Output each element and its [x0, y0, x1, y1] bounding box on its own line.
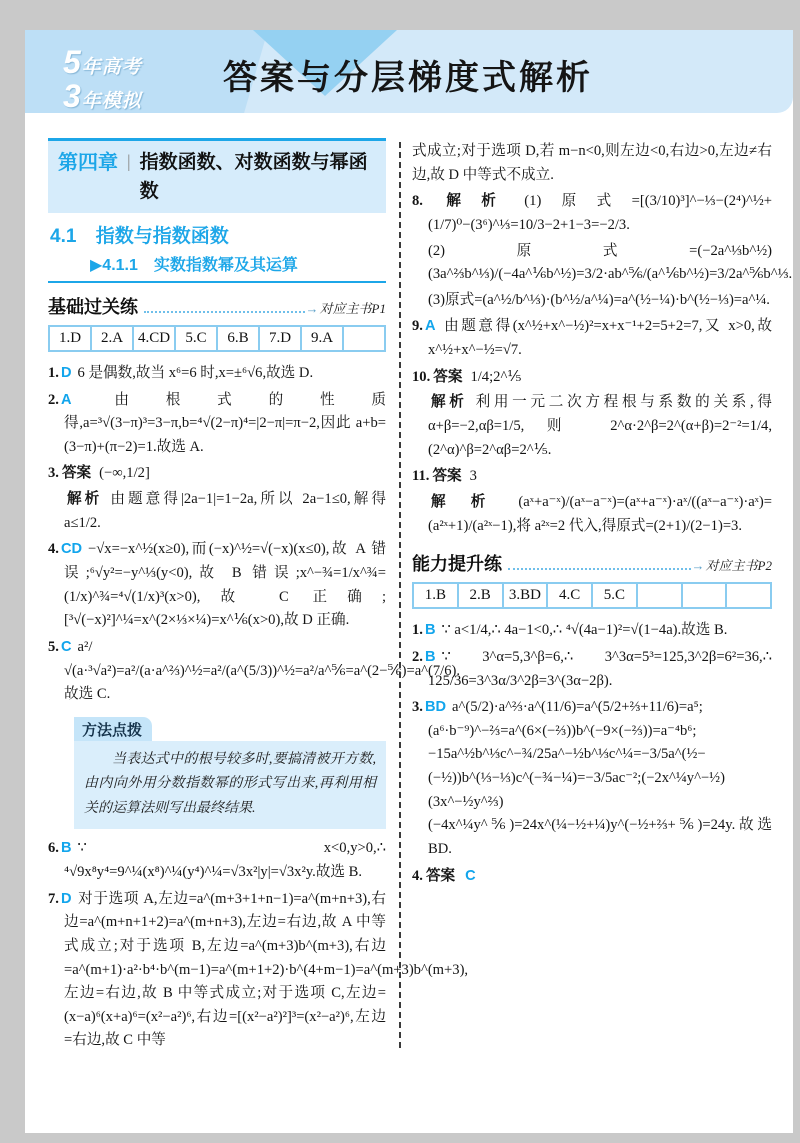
- solution-item-9: [412, 315, 772, 362]
- solution-item-7-continued: 式成立;对于选项 D,若 m−n<0,则左边<0,右边>0,左边≠右边,故 D 中等式不成立.: [412, 143, 772, 183]
- item-text-line: (3)原式=(a^½/b^⅓)·(b^½/a^¼)=a^(½−¼)·b^(½−⅓)=a^¼.: [428, 291, 770, 308]
- solution-item-7: [48, 888, 469, 1053]
- leader-arrow-icon: →: [691, 558, 705, 574]
- solution-item-10: [412, 366, 772, 463]
- item-number: 7.: [48, 890, 59, 907]
- item-number: 5.: [48, 638, 59, 655]
- item-text: 6 是偶数,故当 x⁶=6 时,x=±⁶√6,故选 D.: [77, 364, 314, 381]
- basic-practice-title: 基础过关练: [48, 296, 138, 317]
- item-text: 由题意得(x^½+x^−½)²=x+x⁻¹+2=5+2=7,又 x>0,故 x^½+x^−½=√7.: [428, 318, 772, 359]
- item-text: 由题意得|2a−1|=1−2a,所以 2a−1≤0,解得 a≤1/2.: [64, 491, 386, 531]
- item-number: 10.: [412, 368, 431, 385]
- item-answer: A: [424, 318, 436, 335]
- item-answer: B: [424, 648, 436, 665]
- item-answer: BD: [424, 699, 447, 716]
- item-number: 4.: [48, 541, 59, 558]
- solution-item-11: [412, 465, 772, 538]
- item-analysis: [428, 491, 772, 538]
- item-text: 由根式的性质得,a=³√(3−π)³=3−π,b=⁴√(2−π)⁴=|2−π|=π−2,因此 a+b=(3−π)+(π−2)=1.故选 A.: [64, 391, 386, 455]
- item-answer: B: [424, 622, 436, 639]
- item-number: 8.: [412, 193, 423, 210]
- item-number: 1.: [412, 622, 423, 639]
- brand-logo-line2: 3年模拟: [63, 77, 142, 113]
- item-analysis: [64, 488, 386, 535]
- method-tip-label: 方法点拨: [74, 717, 152, 741]
- item-answer-value: (−∞,1/2]: [99, 465, 150, 482]
- item-text: a²/√(a·³√a²)=a²/(a·a^⅔)^½=a²/(a^(5/3))^½=a²/a^⅚=a^(2−⅚)=a^(7/6).故选 C.: [64, 638, 461, 703]
- answer-label: 答案: [61, 465, 92, 482]
- analysis-label: 解析: [431, 394, 468, 411]
- advanced-item-4: [412, 865, 772, 889]
- method-tip-text: 当表达式中的根号较多时,要搞清被开方数,由内向外用分数指数幂的形式写出来,再利用相关的运算法则写出最终结果.: [74, 741, 386, 830]
- answer-label: 答案: [432, 468, 462, 485]
- answer-cell: [682, 583, 727, 608]
- item-number: 3.: [412, 699, 423, 716]
- item-text: ∵ a<1/4,∴ 4a−1<0,∴ ⁴√(4a−1)²=√(1−4a).故选 B.: [441, 622, 728, 639]
- item-number: 2.: [412, 648, 423, 665]
- basic-practice-ref: 对应主书P1: [319, 300, 386, 316]
- item-number: 2.: [48, 391, 59, 408]
- item-answer: D: [60, 890, 72, 907]
- dotted-leader: [508, 567, 691, 570]
- item-answer: C: [465, 867, 476, 884]
- item-text: ∵ 3^α=5,3^β=6,∴ 3^3α=5³=125,3^2β=6²=36,∴ 125/36=3^3α/3^2β=3^(3α−2β).: [428, 648, 772, 689]
- item-text: a^(5/2)·a^⅔·a^(11/6)=a^(5/2+⅔+11/6)=a⁵;(a⁶·b⁻⁹)^−⅔=a^(6×(−⅔))b^(−9×(−⅔))=a⁻⁴b⁶;−15a^½b^⅓c^−¾/25a^−½b^⅓c^¼=−3/5a^(½−(−½))b^(⅓−⅓)c^(−¾−¼)=−3/5ac⁻²;(−2x^¼y^−½)(3x^−½y^⅔)(−4x^¼y^⅚)=24x^(¼−½+¼)y^(−½+⅔+⅚)=24y.故选 BD.: [428, 699, 772, 858]
- chapter-number: 第四章: [58, 152, 118, 174]
- solution-item-5: [48, 636, 461, 707]
- item-number: 1.: [48, 364, 59, 381]
- answer-cell: 2.A: [91, 326, 133, 351]
- advanced-practice-header: [412, 550, 772, 576]
- item-answer: B: [60, 840, 72, 857]
- item-text-line: (2)原式=(−2a^⅓b^½)(3a^⅔b^⅓)/(−4a^⅙b^½)=3/2·ab^⅚/(a^⅙b^½)=3/2a^⅚b^⅓.: [428, 242, 793, 283]
- item-text: ∵ x<0,y>0,∴ ⁴√9x⁸y⁴=9^¼(x⁸)^¼(y⁴)^¼=√3x²|y|=√3x²y.故选 B.: [64, 840, 386, 880]
- solution-item-4: [48, 538, 386, 633]
- answer-cell: 1.B: [413, 583, 458, 608]
- section-heading: [50, 221, 386, 248]
- table-row: [49, 326, 385, 351]
- answer-cell: 4.C: [547, 583, 592, 608]
- basic-practice-header: [48, 293, 386, 319]
- advanced-item-3: [412, 696, 772, 861]
- solution-item-6: [48, 837, 386, 884]
- item-answer: D: [60, 364, 72, 381]
- item-text: (1)原式=[(3/10)³]^−⅓−(2⁴)^½+(1/7)⁰−(3⁶)^⅓=10/3−2+1−3=−2/3.: [428, 193, 772, 233]
- item-answer: A: [60, 391, 72, 408]
- solution-item-3: [48, 462, 386, 535]
- book-page: [25, 30, 793, 1133]
- advanced-practice-ref: 对应主书P2: [705, 558, 772, 574]
- answer-cell: 1.D: [49, 326, 91, 351]
- advanced-item-1: [412, 619, 772, 643]
- answer-cell: 7.D: [259, 326, 301, 351]
- item-number: 6.: [48, 840, 59, 857]
- answer-cell: 5.C: [175, 326, 217, 351]
- brand-logo-line1: 5年高考: [63, 44, 142, 80]
- advanced-item-2: [412, 646, 772, 693]
- answer-label: 答案: [425, 867, 456, 884]
- analysis-label: 解析: [67, 491, 103, 508]
- answer-label: 答案: [433, 368, 463, 385]
- answer-cell: 2.B: [458, 583, 503, 608]
- section-number: 4.1: [50, 225, 77, 247]
- item-number: 9.: [412, 318, 423, 335]
- leader-arrow-icon: →: [305, 300, 319, 316]
- page-title: 答案与分层梯度式解析: [223, 59, 593, 97]
- analysis-label: 解析: [425, 193, 517, 210]
- item-text: 利用一元二次方程根与系数的关系,得 α+β=−2,αβ=1/5,则 2^α·2^β=2^(α+β)=2⁻²=1/4,(2^α)^β=2^αβ=2^⅕.: [428, 394, 772, 458]
- item-text: −√x=−x^½(x≥0),而(−x)^½=√(−x)(x≤0),故 A 错误;⁶√y²=−y^⅓(y<0),故 B 错误;x^−¾=1/x^¾=(1/x)^¾=⁴√(1/x)³(x>0),故 C 正确;[³√(−x)²]^¼=x^(2×⅓×¼)=x^⅙(x>0),故 D 正确.: [64, 541, 386, 629]
- answer-cell: 6.B: [217, 326, 259, 351]
- item-answer-value: 1/4;2^⅕: [470, 368, 522, 385]
- chapter-heading-box: [48, 138, 386, 213]
- item-number: 4.: [412, 867, 423, 884]
- answer-cell: 3.BD: [503, 583, 548, 608]
- answer-cell: 5.C: [592, 583, 637, 608]
- solution-item-8: [412, 190, 793, 312]
- table-row: [413, 583, 771, 608]
- advanced-answer-table: [412, 582, 772, 609]
- item-analysis: [428, 391, 772, 462]
- item-answer: CD: [60, 541, 83, 558]
- subsection-rule: [48, 281, 386, 283]
- method-tip-box: [74, 717, 386, 830]
- answer-cell: [726, 583, 771, 608]
- item-number: 3.: [48, 465, 59, 482]
- two-column-layout: [48, 138, 793, 1056]
- item-answer: C: [60, 638, 72, 655]
- right-column: [412, 138, 793, 1056]
- item-number: 11.: [412, 468, 430, 485]
- solution-item-1: [48, 362, 386, 386]
- analysis-label: 解析: [431, 493, 511, 510]
- item-answer-value: 3: [469, 468, 477, 485]
- answer-cell: [637, 583, 682, 608]
- answer-cell: [343, 326, 385, 351]
- column-divider: [399, 142, 401, 1048]
- advanced-practice-title: 能力提升练: [412, 554, 502, 575]
- answer-cell: 9.A: [301, 326, 343, 351]
- answer-cell: 4.CD: [133, 326, 175, 351]
- basic-answer-table: [48, 325, 386, 352]
- chapter-title: 指数函数、对数函数与幂函数: [139, 152, 368, 203]
- item-text: 对于选项 A,左边=a^(m+3+1+n−1)=a^(m+n+3),右边=a^(m+n+1+2)=a^(m+n+3),左边=右边,故 A 中等式成立;对于选项 B,左边=a^(m+3)b^(m+3),右边=a^(m+1)·a²·b⁴·b^(m−1)=a^(m+1+2)·b^(4+m−1)=a^(m+3)b^(m+3),左边=右边,故 B 中等式成立;对于选项 C,左边=(x−a)⁶(x+a)⁶=(x²−a²)⁶,右边=[(x²−a²)²]³=(x²−a²)⁶,左边=右边,故 C 中等: [64, 890, 469, 1049]
- item-text: (aˣ+a⁻ˣ)/(aˣ−a⁻ˣ)=(aˣ+a⁻ˣ)·aˣ/((aˣ−a⁻ˣ)·aˣ)=(a²ˣ+1)/(a²ˣ−1),将 a²ˣ=2 代入,得原式=(2+1)/(2−1)=3.: [428, 493, 772, 534]
- brand-logo: [63, 46, 142, 113]
- section-title: 指数与指数函数: [95, 225, 229, 247]
- chapter-separator: |: [127, 151, 131, 171]
- solution-item-2: [48, 389, 386, 460]
- dotted-leader: [144, 310, 305, 313]
- subsection-heading: ▶4.1.1 实数指数幂及其运算: [90, 256, 298, 274]
